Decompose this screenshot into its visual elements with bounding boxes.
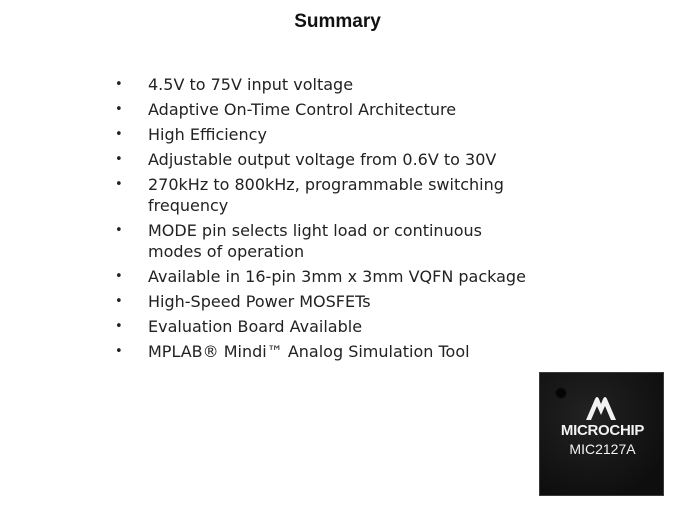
bullet-icon: •	[115, 223, 123, 238]
bullet-text: 4.5V to 75V input voltage	[148, 75, 354, 94]
bullet-text: High Efficiency	[148, 125, 267, 144]
bullet-text: 270kHz to 800kHz, programmable switching frequency	[148, 175, 504, 215]
bullet-item	[115, 291, 535, 312]
pin1-marker-icon	[555, 387, 567, 399]
bullet-icon: •	[115, 344, 123, 359]
bullet-item	[115, 266, 535, 287]
summary-bullet-list	[115, 74, 535, 366]
bullet-item	[115, 174, 535, 216]
bullet-item	[115, 124, 535, 145]
bullet-item	[115, 74, 535, 95]
bullet-icon: •	[115, 127, 123, 142]
chip-brand-text: MICROCHIP	[560, 422, 645, 439]
microchip-logo-icon	[584, 393, 618, 421]
bullet-icon: •	[115, 152, 123, 167]
bullet-text: MODE pin selects light load or continuous modes of operation	[148, 221, 482, 261]
bullet-text: High-Speed Power MOSFETs	[148, 292, 371, 311]
bullet-text: Evaluation Board Available	[148, 317, 363, 336]
bullet-text: Adaptive On-Time Control Architecture	[148, 100, 457, 119]
bullet-icon: •	[115, 77, 123, 92]
chip-package-image	[539, 372, 664, 496]
bullet-icon: •	[115, 294, 123, 309]
slide-title: Summary	[294, 11, 381, 32]
bullet-icon: •	[115, 177, 123, 192]
bullet-text: MPLAB® Mindi™ Analog Simulation Tool	[148, 342, 470, 361]
bullet-text: Available in 16-pin 3mm x 3mm VQFN package	[148, 267, 526, 286]
bullet-item	[115, 220, 535, 262]
bullet-text: Adjustable output voltage from 0.6V to 30V	[148, 150, 497, 169]
bullet-item	[115, 316, 535, 337]
bullet-item	[115, 99, 535, 120]
bullet-item	[115, 149, 535, 170]
bullet-icon: •	[115, 102, 123, 117]
bullet-icon: •	[115, 319, 123, 334]
chip-part-number: MIC2127A	[569, 441, 636, 457]
bullet-icon: •	[115, 269, 123, 284]
bullet-item	[115, 341, 535, 362]
